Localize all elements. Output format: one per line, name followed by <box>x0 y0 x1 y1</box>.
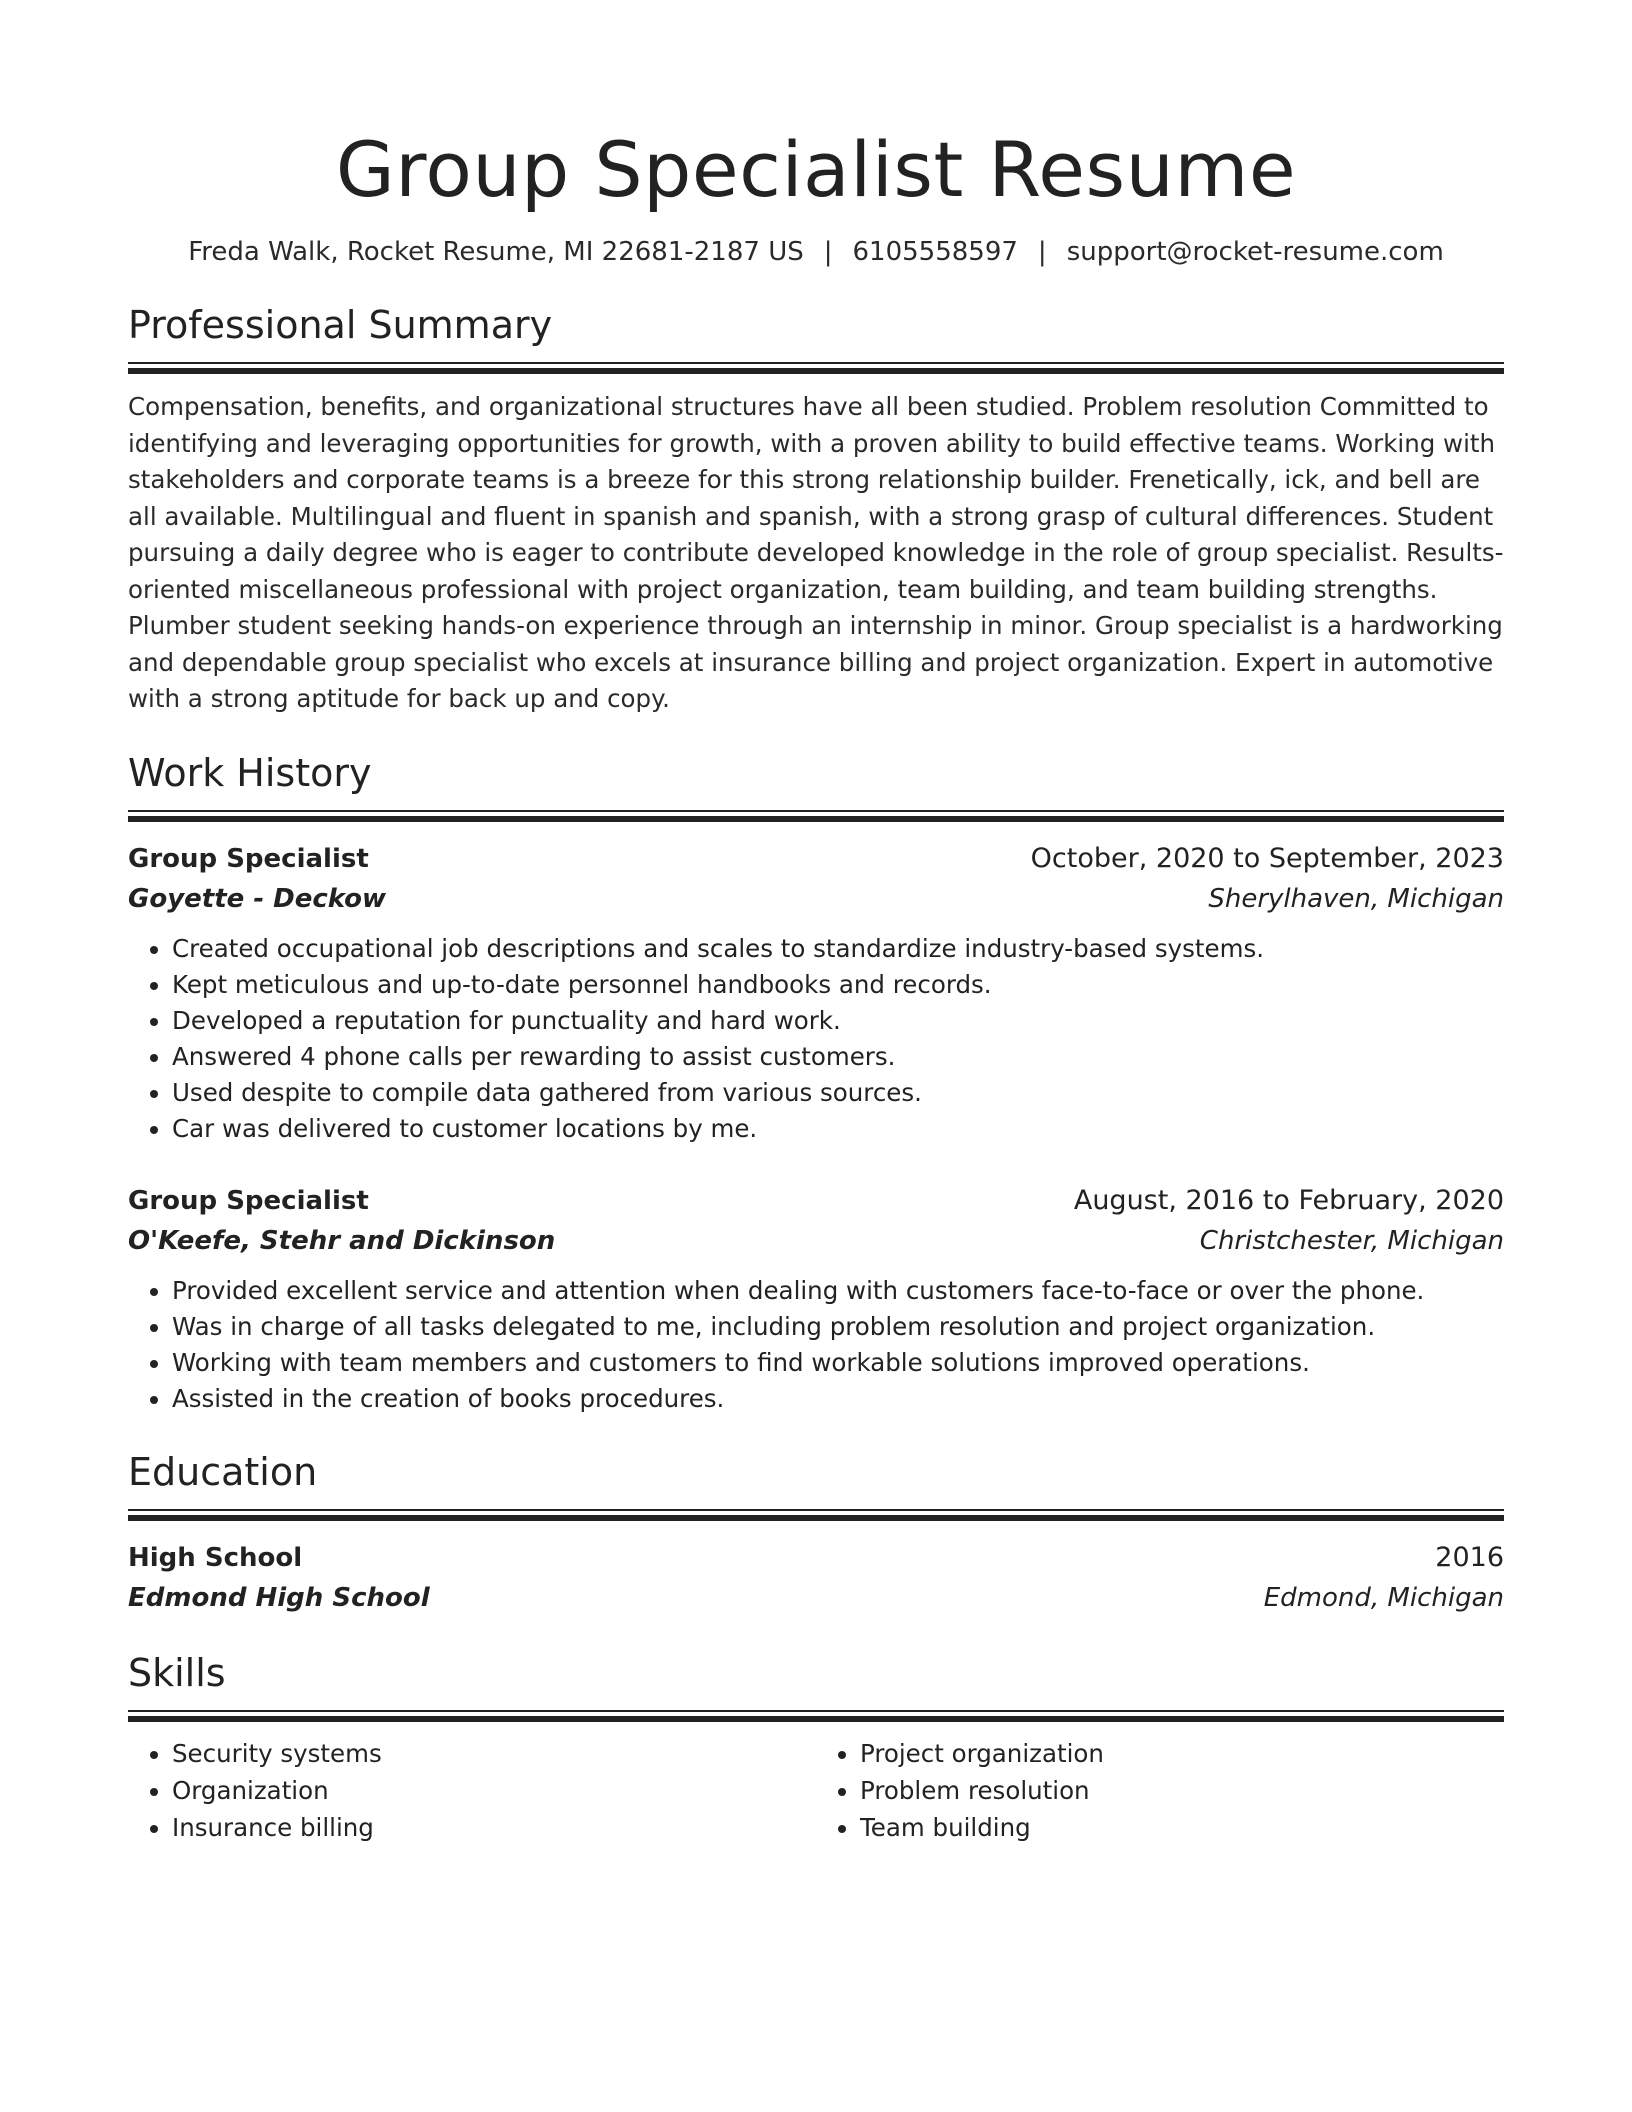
education-entry <box>128 1538 1504 1618</box>
resume-title: Group Specialist Resume <box>335 125 1297 214</box>
skill-item: • Security systems <box>172 1735 816 1772</box>
education-year: 2016 <box>1435 1541 1504 1573</box>
section-divider <box>128 362 1504 373</box>
job-entry <box>128 839 1504 1147</box>
work-history-heading: Work History <box>128 750 372 795</box>
job-bullet: • Assisted in the creation of books procedures. <box>172 1381 1504 1417</box>
job-bullet: • Used despite to compile data gathered from various sources. <box>172 1075 1504 1111</box>
contact-separator: | <box>823 237 833 267</box>
job-bullet: • Developed a reputation for punctuality and hard work. <box>172 1003 1504 1039</box>
job-bullet: • Kept meticulous and up-to-date personnel handbooks and records. <box>172 967 1504 1003</box>
work-history-section <box>128 748 1504 1417</box>
job-entry <box>128 1181 1504 1417</box>
education-location: Edmond, Michigan <box>1263 1582 1504 1613</box>
contact-phone: 6105558597 <box>852 237 1018 267</box>
summary-text: Compensation, benefits, and organizational structures have all been studied. Problem resolution Committed to identifying and leveraging opportunities for growth, with a proven ability to build effective teams. Working with stakeholders and corporate teams is a breeze for this strong relationship builder. Frenetically, ick, and bell are all available. Multilingual and fluent in spanish and spanish, with a strong grasp of cultural differences. Student pursuing a daily degree who is eager to contribute developed knowledge in the role of group specialist. Results-oriented miscellaneous professional with project organization, team building, and team building strengths. Plumber student seeking hands-on experience through an internship in minor. Group specialist is a hardworking and dependable group specialist who excels at insurance billing and project organization. Expert in automotive with a strong aptitude for back up and copy. <box>128 392 1504 713</box>
skills-heading: Skills <box>128 1650 226 1695</box>
job-bullet: • Created occupational job descriptions and scales to standardize industry-based systems. <box>172 931 1504 967</box>
contact-line <box>128 234 1504 270</box>
summary-section <box>128 300 1504 718</box>
job-bullet: • Was in charge of all tasks delegated to me, including problem resolution and project organization. <box>172 1309 1504 1345</box>
job-role: Group Specialist <box>128 843 369 874</box>
job-company: Goyette - Deckow <box>128 883 387 914</box>
section-divider <box>128 810 1504 821</box>
job-bullet: • Answered 4 phone calls per rewarding to assist customers. <box>172 1039 1504 1075</box>
job-dates: August, 2016 to February, 2020 <box>1073 1184 1504 1216</box>
job-location: Christchester, Michigan <box>1199 1225 1504 1256</box>
job-bullets <box>128 931 1504 1147</box>
job-location: Sherylhaven, Michigan <box>1208 883 1504 914</box>
job-dates: October, 2020 to September, 2023 <box>1030 842 1504 874</box>
resume-page <box>128 0 1504 1846</box>
education-degree: High School <box>128 1542 303 1573</box>
skills-section <box>128 1648 1504 1846</box>
job-company: O'Keefe, Stehr and Dickinson <box>128 1225 556 1256</box>
job-role: Group Specialist <box>128 1185 369 1216</box>
job-bullets <box>128 1273 1504 1417</box>
skills-list-right <box>816 1735 1504 1846</box>
skills-columns <box>128 1735 1504 1846</box>
education-heading: Education <box>128 1449 318 1494</box>
contact-address: Freda Walk, Rocket Resume, MI 22681-2187 US <box>188 237 804 267</box>
skill-item: • Insurance billing <box>172 1809 816 1846</box>
skill-item: • Team building <box>860 1809 1504 1846</box>
summary-heading: Professional Summary <box>128 303 553 347</box>
job-bullet: • Car was delivered to customer locations by me. <box>172 1111 1504 1147</box>
section-divider <box>128 1710 1504 1721</box>
skill-item: • Project organization <box>860 1735 1504 1772</box>
section-divider <box>128 1509 1504 1520</box>
education-school: Edmond High School <box>128 1582 430 1613</box>
contact-separator: | <box>1037 237 1047 267</box>
contact-email: support@rocket-resume.com <box>1066 237 1444 267</box>
job-bullet: • Provided excellent service and attention when dealing with customers face-to-face or over the phone. <box>172 1273 1504 1309</box>
skills-list-left <box>128 1735 816 1846</box>
job-bullet: • Working with team members and customers to find workable solutions improved operations. <box>172 1345 1504 1381</box>
skill-item: • Problem resolution <box>860 1772 1504 1809</box>
education-section <box>128 1447 1504 1618</box>
skill-item: • Organization <box>172 1772 816 1809</box>
